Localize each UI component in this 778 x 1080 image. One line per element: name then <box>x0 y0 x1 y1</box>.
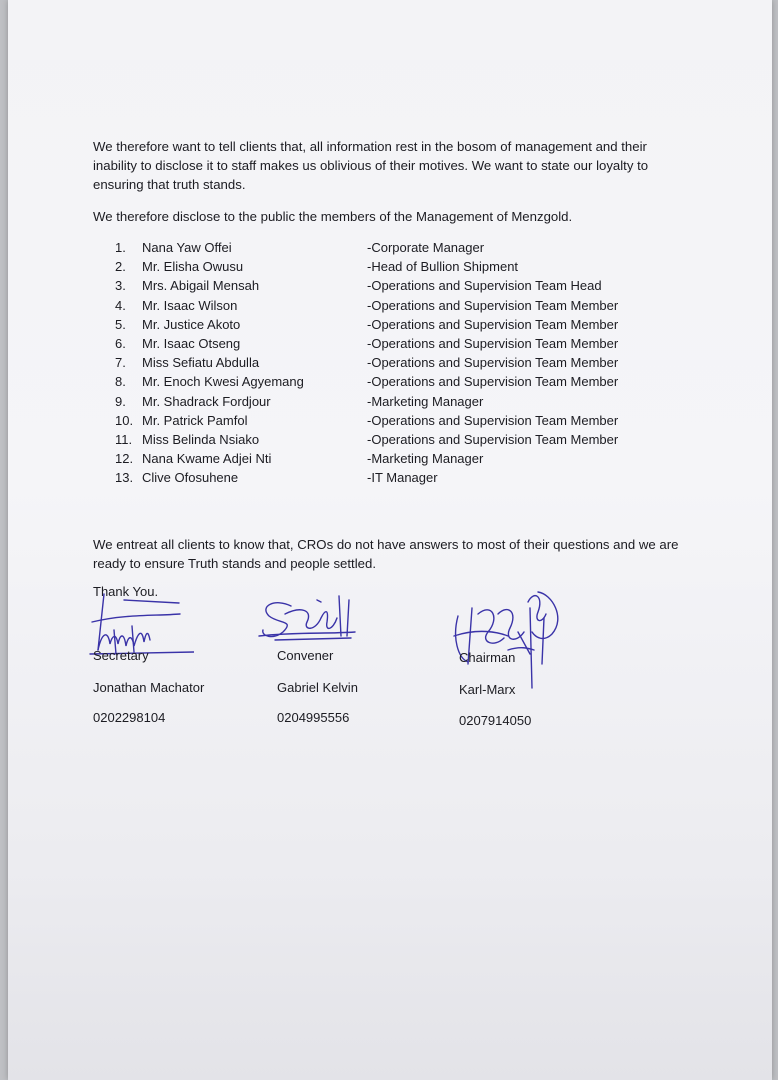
thank-you-text: Thank You. <box>93 584 159 599</box>
member-name: Nana Kwame Adjei Nti <box>142 451 272 467</box>
member-role: -Head of Bullion Shipment <box>367 259 519 275</box>
member-role: -Operations and Supervision Team Member <box>367 431 619 447</box>
member-name: Miss Belinda Nsiako <box>142 431 260 447</box>
list-item <box>115 278 675 297</box>
member-role: -Operations and Supervision Team Member <box>367 316 619 332</box>
list-item <box>115 298 675 317</box>
member-name: Nana Yaw Offei <box>142 240 232 255</box>
item-number: 8. <box>115 374 126 390</box>
member-role: -Marketing Manager <box>367 451 484 467</box>
list-item <box>115 240 675 259</box>
item-number: 2. <box>115 259 126 275</box>
convener-name: Gabriel Kelvin <box>277 680 358 695</box>
chairman-name: Karl-Marx <box>459 682 516 697</box>
management-list <box>115 240 675 489</box>
item-number: 5. <box>115 316 126 332</box>
member-name: Mrs. Abigail Mensah <box>142 278 260 294</box>
chairman-phone: 0207914050 <box>459 713 532 728</box>
list-item <box>115 470 675 489</box>
member-name: Mr. Patrick Pamfol <box>142 412 248 428</box>
chairman-signature <box>448 588 568 693</box>
member-role: -IT Manager <box>367 470 438 486</box>
member-role: -Operations and Supervision Team Member <box>367 355 619 371</box>
item-number: 6. <box>115 335 126 351</box>
chairman-title: Chairman <box>459 650 516 665</box>
member-role: -Operations and Supervision Team Member <box>367 335 619 351</box>
closing-paragraph: We entreat all clients to know that, CROs do not have answers to most of their questions and we are ready to ensure Truth stands and people settled. <box>93 537 679 571</box>
item-number: 7. <box>115 355 126 371</box>
member-name: Miss Sefiatu Abdulla <box>142 355 260 371</box>
intro-paragraph: We therefore want to tell clients that, all information rest in the bosom of management and their inability to disclose it to staff makes us oblivious of their motives. We want to state our loyalty to ensuring that truth stands. <box>93 139 649 192</box>
disclosure-paragraph: We therefore disclose to the public the members of the Management of Menzgold. <box>93 209 573 224</box>
item-number: 13. <box>115 470 134 486</box>
list-item <box>115 394 675 413</box>
member-role: -Operations and Supervision Team Member <box>367 297 619 313</box>
member-name: Mr. Isaac Otseng <box>142 335 241 351</box>
member-role: -Corporate Manager <box>367 240 485 255</box>
list-item <box>115 336 675 355</box>
convener-phone: 0204995556 <box>277 710 350 725</box>
list-item <box>115 432 675 451</box>
list-item <box>115 374 675 393</box>
member-role: -Marketing Manager <box>367 393 484 409</box>
list-item <box>115 451 675 470</box>
item-number: 3. <box>115 278 126 294</box>
convener-title: Convener <box>277 648 334 663</box>
secretary-phone: 0202298104 <box>93 710 166 725</box>
member-name: Mr. Justice Akoto <box>142 316 241 332</box>
convener-signature <box>255 592 365 652</box>
member-role: -Operations and Supervision Team Head <box>367 278 602 294</box>
member-role: -Operations and Supervision Team Member <box>367 374 619 390</box>
item-number: 10. <box>115 412 134 428</box>
member-name: Mr. Enoch Kwesi Agyemang <box>142 374 304 390</box>
member-role: -Operations and Supervision Team Member <box>367 412 619 428</box>
item-number: 12. <box>115 451 134 467</box>
item-number: 1. <box>115 240 126 255</box>
member-name: Clive Ofosuhene <box>142 470 239 486</box>
list-item <box>115 317 675 336</box>
list-item <box>115 259 675 278</box>
item-number: 11. <box>115 431 133 447</box>
list-item <box>115 413 675 432</box>
secretary-title: Secretary <box>93 648 149 663</box>
list-item <box>115 355 675 374</box>
item-number: 4. <box>115 297 126 313</box>
item-number: 9. <box>115 393 126 409</box>
secretary-name: Jonathan Machator <box>93 680 205 695</box>
member-name: Mr. Shadrack Fordjour <box>142 393 271 409</box>
member-name: Mr. Isaac Wilson <box>142 297 238 313</box>
member-name: Mr. Elisha Owusu <box>142 259 244 275</box>
